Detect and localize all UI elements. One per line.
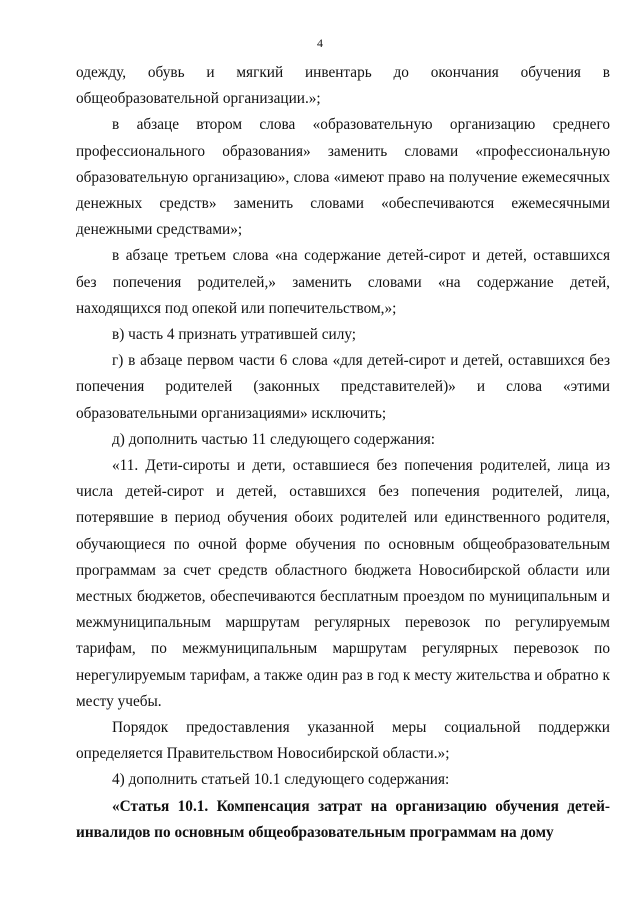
paragraph-abzac-vtorom: в абзаце втором слова «образовательную организацию среднего профессионального образования» заменить словами «профессиональную образовательную организацию», слова «имеют право на получение ежемесячных денежных средств» заменить словами «обеспечиваются ежемесячными денежными средствами»; (76, 116, 610, 239)
paragraph-abzac-tretiem: в абзаце третьем слова «на содержание детей-сирот и детей, оставшихся без попечения родителей,» заменить словами «на содержание детей, находящихся под опекой или попечительством,»; (76, 247, 610, 317)
paragraph-continuation: одежду, обувь и мягкий инвентарь до окончания обучения в общеобразовательной организации.»; (76, 64, 610, 108)
paragraph-item-g: г) в абзаце первом части 6 слова «для детей-сирот и детей, оставшихся без попечения родителей (законных представителей)» и слова «этими образовательными организациями» исключить; (76, 352, 610, 422)
paragraph-item-d: д) дополнить частью 11 следующего содержания: (112, 430, 436, 448)
paragraph-part-11: «11. Дети-сироты и дети, оставшиеся без попечения родителей, лица из числа детей-сирот и детей, оставшихся без попечения родителей, лица, потерявшие в период обучения обоих родителей или единственного родителя, обучающиеся по очной форме обучения по основным общеобразовательным программам за счет средств областного бюджета Новосибирской области или местных бюджетов, обеспечиваются бесплатным проездом по муниципальным и межмуниципальным маршрутам регулярных перевозок по регулируемым тарифам, по межмуниципальным маршрутам регулярных перевозок по нерегулируемым тарифам, а также один раз в год к месту жительства и обратно к месту учебы. (76, 457, 610, 710)
document-body (76, 60, 610, 846)
page-number: 4 (317, 36, 323, 50)
paragraph-procedure: Порядок предоставления указанной меры социальной поддержки определяется Правительством Новосибирской области.»; (76, 719, 610, 763)
paragraph-item-v: в) часть 4 признать утратившей силу; (112, 326, 357, 344)
paragraph-item-4: 4) дополнить статьей 10.1 следующего содержания: (112, 771, 450, 789)
article-heading: «Статья 10.1. Компенсация затрат на организацию обучения детей-инвалидов по основным общеобразовательным программам на дому (76, 797, 610, 841)
